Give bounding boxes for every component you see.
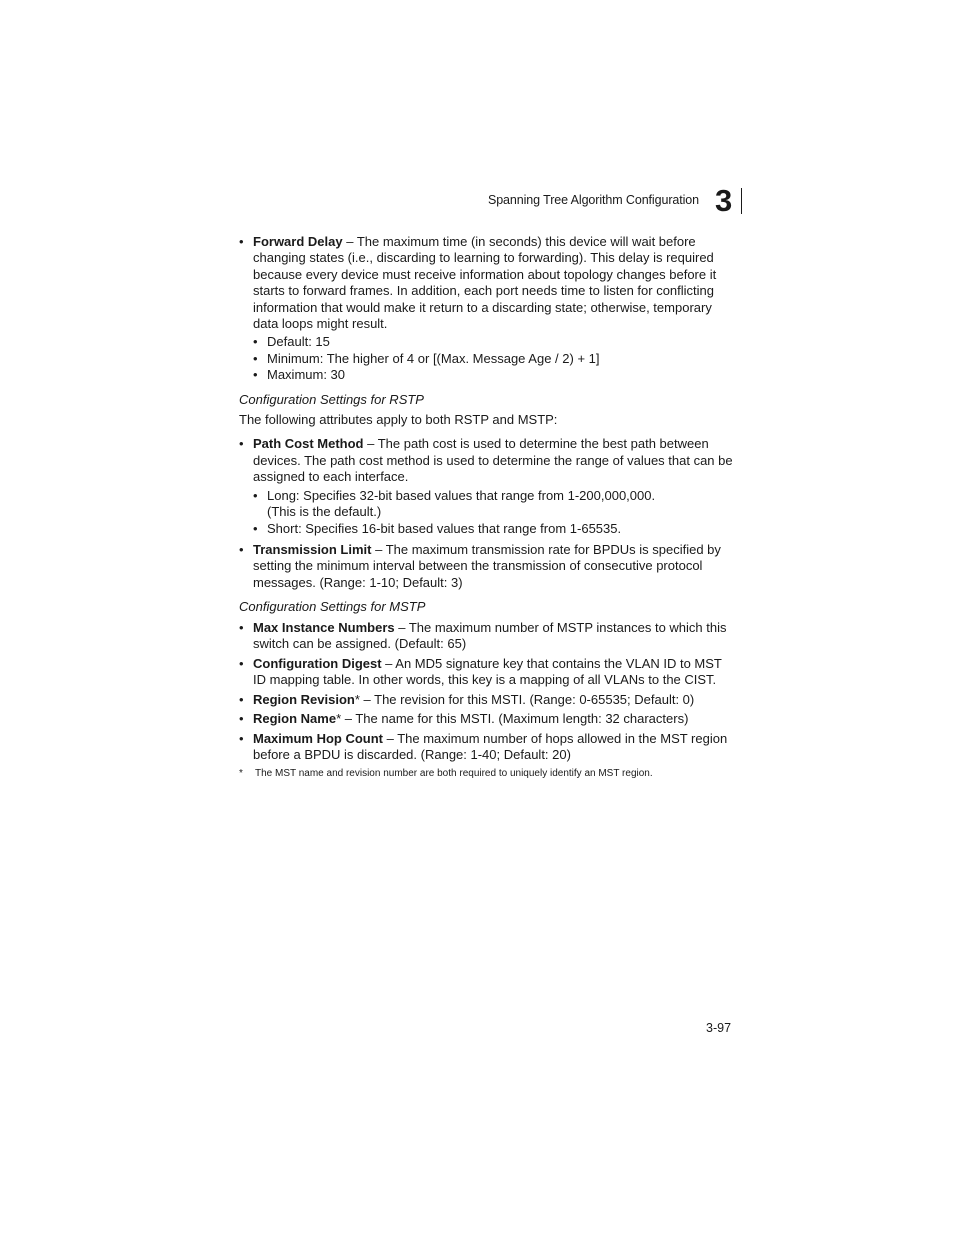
description-forward-delay: – The maximum time (in seconds) this device will wait before changing states (i.e., discarding to learning to forwarding). This delay is required because every device must receive information about topology changes before it starts to forward frames. In addition, each port needs time to listen for conflicting information that would make it return to a discarding state; otherwise, temporary data loops might result. [253,234,717,332]
list-item-region-name [239,711,734,727]
forward-delay-sublist [253,334,734,383]
term-transmission-limit: Transmission Limit [253,541,372,557]
chapter-divider [741,188,742,214]
sub-item-minimum: • Minimum: The higher of 4 or [(Max. Message Age / 2) + 1] [253,351,734,367]
heading-rstp: Configuration Settings for RSTP [239,391,424,407]
footnote-marker: * [336,711,342,727]
long-line-2: (This is the default.) [267,504,382,520]
footnote-text: The MST name and revision number are both required to uniquely identify an MST region. [255,767,653,779]
term-region-revision: Region Revision [253,691,355,707]
rstp-list [239,436,734,591]
description-max-instance-numbers: – The maximum number of MSTP instances to which this switch can be assigned. (Default: 65) [253,619,727,651]
term-region-name: Region Name [253,711,337,727]
page-number: 3-97 [706,1021,732,1035]
footnote [239,767,734,780]
page-body [239,234,734,780]
page-header [440,183,745,218]
term-max-instance-numbers: Max Instance Numbers [253,619,395,635]
running-header-title: Spanning Tree Algorithm Configuration [487,193,699,207]
term-path-cost-method: Path Cost Method [253,436,364,452]
description-path-cost-method: – The path cost is used to determine the best path between devices. The path cost method is used to determine the range of values that can be assigned to each interface. [253,436,733,485]
list-item-path-cost-method [239,436,734,536]
list-item-maximum-hop-count [239,731,734,764]
list-item-forward-delay [239,234,734,384]
description-maximum-hop-count: – The maximum number of hops allowed in the MST region before a BPDU is discarded. (Range: 1-40; Default: 20) [253,730,728,763]
sub-item-long [253,488,734,521]
list-item-max-instance-numbers [239,620,734,653]
rstp-intro: The following attributes apply to both RSTP and MSTP: [239,412,558,428]
sub-item-default: • Default: 15 [253,334,734,350]
sub-item-maximum: • Maximum: 30 [253,367,734,383]
description-region-revision: – The revision for this MSTI. (Range: 0-65535; Default: 0) [359,691,695,707]
mstp-list [239,620,734,764]
description-transmission-limit: – The maximum transmission rate for BPDUs is specified by setting the minimum interval between the transmission of consecutive protocol messages. (Range: 1-10; Default: 3) [253,541,721,590]
sub-item-short: • Short: Specifies 16-bit based values that range from 1-65535. [253,521,734,537]
path-cost-sublist [253,488,734,537]
chapter-number: 3 [715,183,733,218]
description-region-name: – The name for this MSTI. (Maximum length: 32 characters) [341,711,689,727]
footnote-marker: * [354,691,360,707]
description-configuration-digest: – An MD5 signature key that contains the VLAN ID to MST ID mapping table. In other words, this key is a mapping of all VLANs to the CIST. [253,655,722,687]
long-line-1: Long: Specifies 32-bit based values that range from 1-200,000,000. [267,487,656,503]
footnote-mark: * [239,767,243,779]
term-configuration-digest: Configuration Digest [253,655,382,671]
term-forward-delay: Forward Delay [253,234,343,249]
list-item-configuration-digest [239,656,734,689]
forward-delay-list [239,234,734,384]
heading-mstp: Configuration Settings for MSTP [239,599,426,615]
list-item-region-revision [239,692,734,708]
term-maximum-hop-count: Maximum Hop Count [253,730,383,746]
list-item-transmission-limit [239,542,734,591]
